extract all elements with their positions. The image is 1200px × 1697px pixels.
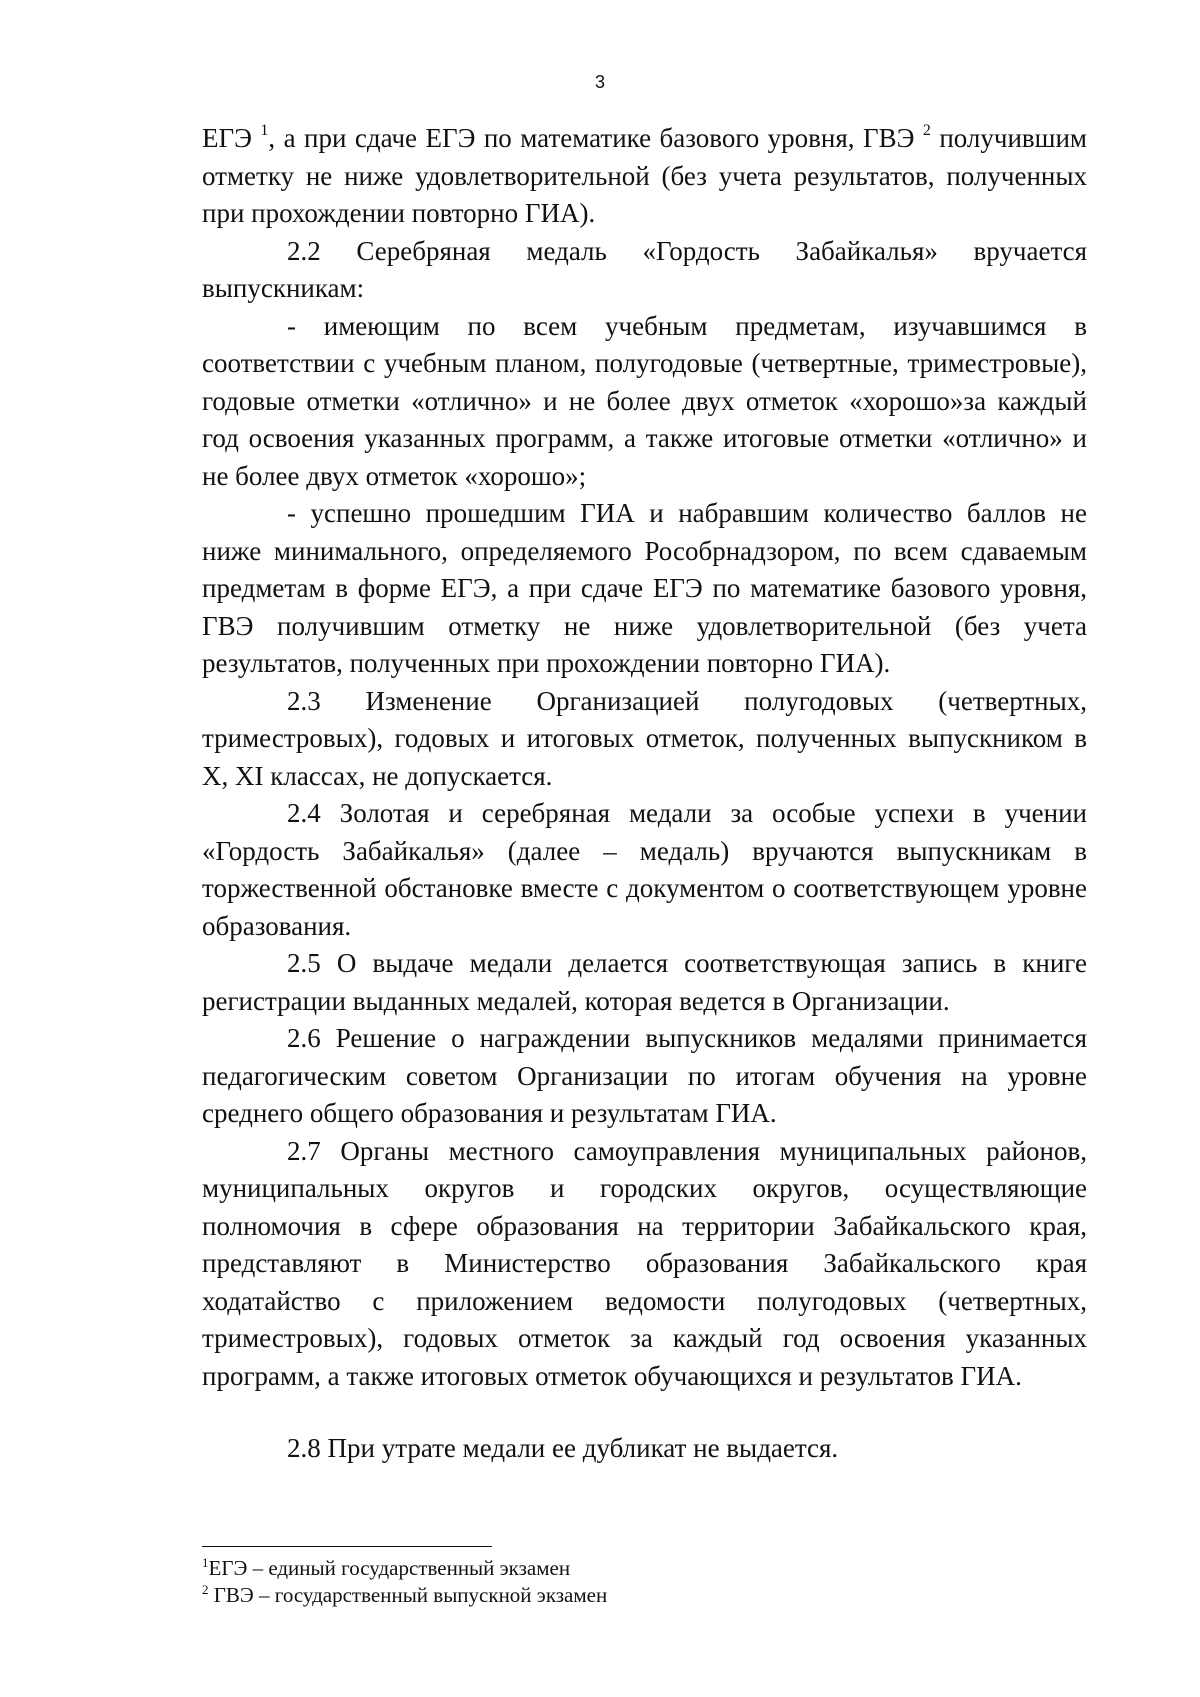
paragraph-text: , а при сдаче ЕГЭ по математике базового уровня, ГВЭ: [268, 123, 915, 153]
paragraph-2-4: 2.4 Золотая и серебряная медали за особые успехи в учении «Гордость Забайкалья» (далее – медаль) вручаются выпускникам в торжественной обстановке вместе с документом о соответствующем уровне образования.: [202, 798, 1087, 941]
paragraph-2-7: 2.7 Органы местного самоуправления муниципальных районов, муниципальных округов и городских округов, осуществляющие полномочия в сфере образования на территории Забайкальского края, представляют в Министерство образования Забайкальского края ходатайство с приложением ведомости полугодовых (четвертных, триместровых), годовых отметок за каждый год освоения указанных программ, а также итоговых отметок обучающихся и результатов ГИА.: [202, 1135, 1087, 1391]
footnote-marker: 2: [202, 1582, 209, 1597]
footnote-text: ГВЭ – государственный выпускной экзамен: [208, 1583, 608, 1607]
footnotes: [202, 1555, 1087, 1609]
paragraph-text: ЕГЭ: [202, 123, 252, 153]
footnote-1: [202, 1555, 1087, 1582]
footnote-text: ЕГЭ – единый государственный экзамен: [208, 1556, 571, 1580]
paragraph-continuation: [202, 120, 1087, 233]
paragraph-2-5: 2.5 О выдаче медали делается соответствующая запись в книге регистрации выданных медалей, которая ведется в Организации.: [202, 948, 1087, 1016]
paragraph-2-2: 2.2 Серебряная медаль «Гордость Забайкалья» вручается выпускникам:: [202, 235, 1087, 303]
paragraph-2-2-item-1: - имеющим по всем учебным предметам, изучавшимся в соответствии с учебным планом, полугодовые (четвертные, триместровые), годовые отметки «отлично» и не более двух отметок «хорошо»за каждый год освоения указанных программ, а также итоговые отметки «отлично» и не более двух отметок «хорошо»;: [202, 310, 1087, 491]
footnote-separator: [202, 1546, 492, 1547]
footnote-marker: 1: [202, 1555, 209, 1570]
page-number: 3: [594, 72, 605, 92]
paragraph-2-8: 2.8 При утрате медали ее дубликат не выдается.: [287, 1433, 839, 1463]
paragraph-2-3: 2.3 Изменение Организацией полугодовых (четвертных, триместровых), годовых и итоговых отметок, полученных выпускником в X, XI классах, не допускается.: [202, 685, 1087, 791]
footnote-2: [202, 1582, 1087, 1609]
document-body: [202, 120, 1087, 1468]
paragraph-2-6: 2.6 Решение о награждении выпускников медалями принимается педагогическим советом Организации по итогам обучения на уровне среднего общего образования и результатам ГИА.: [202, 1023, 1087, 1128]
footnote-ref-2: 2: [922, 122, 931, 139]
paragraph-2-2-item-2: - успешно прошедшим ГИА и набравшим количество баллов не ниже минимального, определяемого Рособрнадзором, по всем сдаваемым предметам в форме ЕГЭ, а при сдаче ЕГЭ по математике базового уровня, ГВЭ получившим отметку не ниже удовлетворительной (без учета результатов, полученных при прохождении повторно ГИА).: [202, 498, 1087, 678]
paragraph-text: получившим отметку не ниже удовлетворительной (без учета результатов, полученных при прохождении повторно ГИА).: [202, 123, 1088, 228]
footnote-ref-1: 1: [260, 122, 269, 139]
